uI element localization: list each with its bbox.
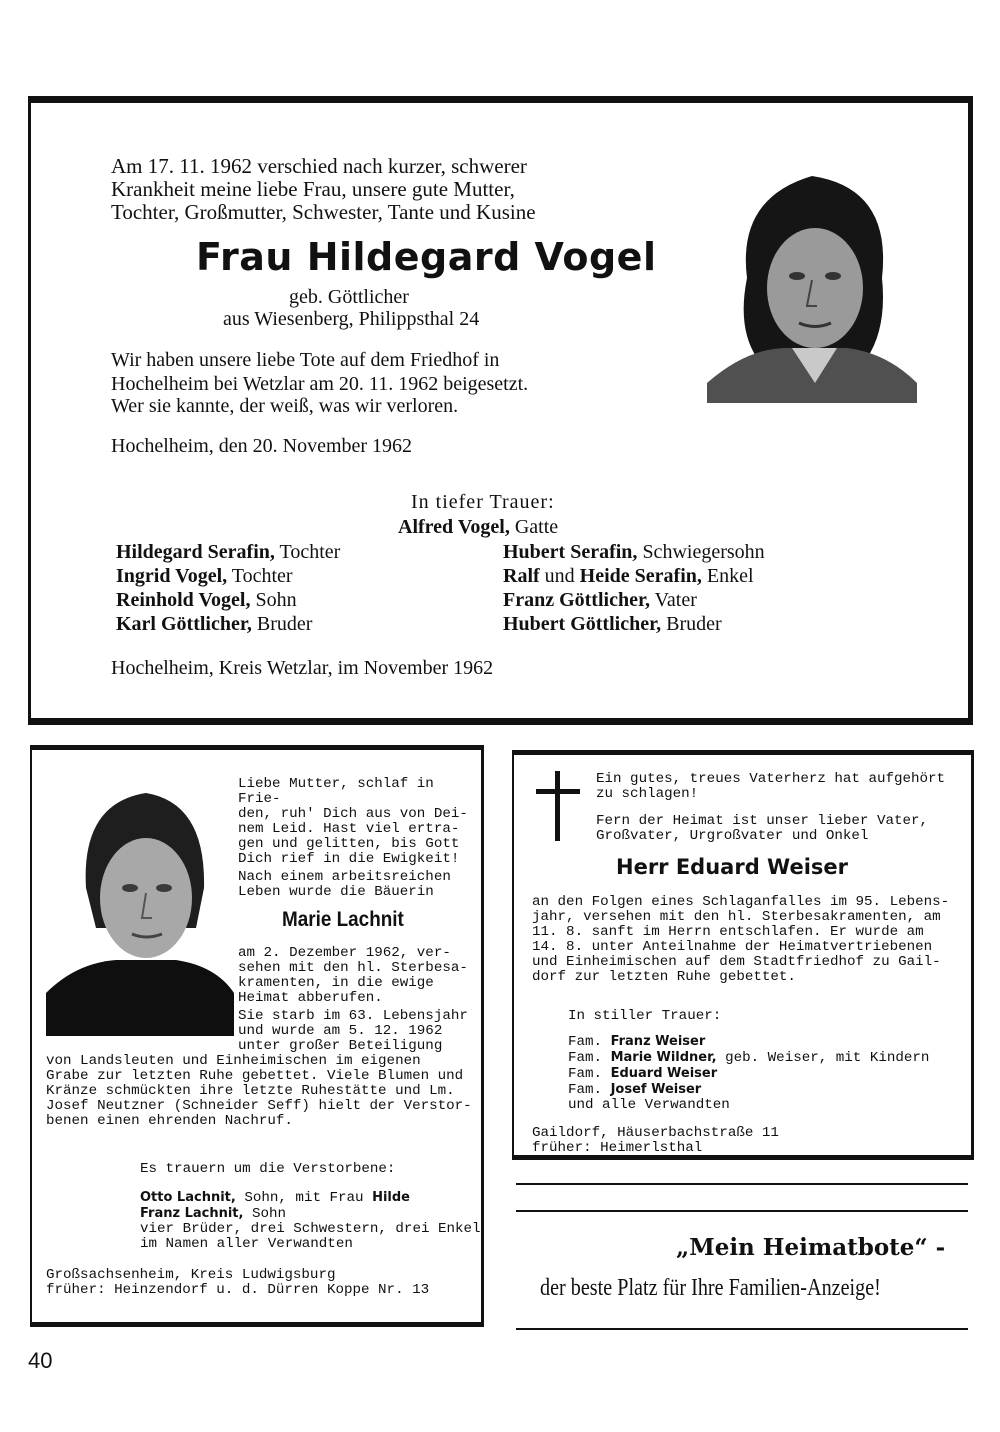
mourner-line xyxy=(116,612,340,636)
mourner-name: Hildegard Serafin, xyxy=(116,541,275,563)
mourner-relation: Bruder xyxy=(661,613,722,635)
mourner-name: Franz Göttlicher, xyxy=(503,589,651,611)
mourner-name: Eduard Weiser xyxy=(610,1066,718,1081)
lachnit-details xyxy=(238,946,468,1006)
mourner-line xyxy=(140,1190,481,1206)
mourner-line: vier Brüder, drei Schwestern, drei Enkel xyxy=(140,1221,481,1237)
lachnit-verse xyxy=(238,777,481,867)
spouse-relation: Gatte xyxy=(509,516,559,538)
top-notice-intro xyxy=(111,155,671,224)
deceased-name: Frau Hildegard Vogel xyxy=(196,235,657,279)
mourner-relation: Sohn, mit Frau xyxy=(235,1190,373,1206)
mourner-prefix: Fam. xyxy=(568,1066,611,1082)
burial-line: von Landsleuten und Einheimischen im eigenen xyxy=(46,1053,421,1069)
lachnit-portrait-image xyxy=(46,778,234,1036)
top-notice-footer: Hochelheim, Kreis Wetzlar, im November 1962 xyxy=(111,657,494,679)
mourners-left xyxy=(116,540,340,636)
death-line: unter großer Beteiligung xyxy=(238,1038,443,1054)
ad-rule-upper xyxy=(516,1210,968,1212)
mourner-line xyxy=(116,588,340,612)
detail-line: 14. 8. unter Anteilnahme der Heimatvertriebenen xyxy=(532,939,933,955)
maiden-name: geb. Göttlicher xyxy=(289,286,409,308)
weiser-details xyxy=(532,895,949,985)
cross-icon xyxy=(536,771,580,841)
weiser-opening xyxy=(596,772,945,802)
spouse xyxy=(398,515,558,539)
place-date: Hochelheim, den 20. November 1962 xyxy=(111,435,413,457)
mourner-name: Hubert Serafin, xyxy=(503,541,638,563)
weiser-mourners xyxy=(568,1034,929,1113)
mourner-prefix: Fam. xyxy=(568,1034,611,1050)
page-number: 40 xyxy=(28,1348,53,1373)
mourner-relation: Bruder xyxy=(251,613,313,635)
opening-line: Ein gutes, treues Vaterherz hat aufgehört xyxy=(596,771,946,787)
address-line: früher: Heinzendorf u. d. Dürren Koppe Nr. 13 xyxy=(46,1282,430,1298)
burial-line: Wer sie kannte, der weiß, was wir verloren. xyxy=(111,395,459,417)
lachnit-mourning-heading: Es trauern um die Verstorbene: xyxy=(140,1161,396,1177)
burial-line: Josef Neutzner (Schneider Seff) hielt der Verstor- xyxy=(46,1098,472,1114)
mourner-line xyxy=(568,1082,929,1098)
detail-line: am 2. Dezember 1962, ver- xyxy=(238,945,451,961)
weiser-notice xyxy=(512,750,974,1160)
mourner-relation: Tochter xyxy=(274,541,341,563)
intro-line: Am 17. 11. 1962 verschied nach kurzer, schwerer xyxy=(111,154,527,178)
mourner-line: im Namen aller Verwandten xyxy=(140,1236,353,1252)
intro-line: Krankheit meine liebe Frau, unsere gute Mutter, xyxy=(111,177,515,201)
lachnit-mourners xyxy=(140,1190,481,1252)
lachnit-burial xyxy=(46,1054,472,1129)
ad-rule-bottom xyxy=(516,1328,968,1330)
mourner-relation: Sohn xyxy=(250,589,297,611)
mourner-name: Heide Serafin, xyxy=(579,565,702,587)
lachnit-death xyxy=(238,1009,468,1054)
mourner-name: Reinhold Vogel, xyxy=(116,589,251,611)
mourner-name: Franz Lachnit, xyxy=(140,1206,244,1221)
mourner-line xyxy=(140,1206,481,1222)
intro-line: Leben wurde die Bäuerin xyxy=(238,884,434,900)
burial-line: benen einen ehrenden Nachruf. xyxy=(46,1113,293,1129)
detail-line: 11. 8. sanft im Herrn entschlafen. Er wurde am xyxy=(532,924,924,940)
weiser-mourning-heading: In stiller Trauer: xyxy=(568,1008,722,1024)
mourner-line xyxy=(503,564,765,588)
verse-line: Liebe Mutter, schlaf in Frie- xyxy=(238,776,434,807)
death-line: Sie starb im 63. Lebensjahr xyxy=(238,1008,468,1024)
mourner-suffix: geb. Weiser, mit Kindern xyxy=(716,1050,930,1066)
portrait-photo xyxy=(707,158,917,403)
mourner-name: Ralf xyxy=(503,565,540,587)
detail-line: Heimat abberufen. xyxy=(238,990,383,1006)
burial-line: Wir haben unsere liebe Tote auf dem Friedhof in xyxy=(111,349,500,371)
portrait-image xyxy=(707,158,917,403)
ad-title: „Mein Heimatbote“ - xyxy=(676,1234,946,1261)
mourner-relation: Vater xyxy=(650,589,697,611)
mourner-relation: Tochter xyxy=(227,565,293,587)
mourner-relation: Schwiegersohn xyxy=(637,541,765,563)
burial-line: Kränze schmückten ihre letzte Ruhestätte und Lm. xyxy=(46,1083,455,1099)
intro-line: Tochter, Großmutter, Schwester, Tante und Kusine xyxy=(111,200,536,224)
origin: aus Wiesenberg, Philippsthal 24 xyxy=(223,308,480,330)
mourner-name: Ingrid Vogel, xyxy=(116,565,228,587)
lachnit-notice xyxy=(30,745,484,1327)
detail-line: dorf zur letzten Ruhe gebettet. xyxy=(532,969,796,985)
mourner-name: Hubert Göttlicher, xyxy=(503,613,662,635)
mourner-name: Marie Wildner, xyxy=(610,1050,717,1065)
mourner-prefix: Fam. xyxy=(568,1050,611,1066)
mourner-line xyxy=(503,588,765,612)
detail-line: kramenten, in die ewige xyxy=(238,975,434,991)
spouse-name: Alfred Vogel, xyxy=(398,516,510,538)
weiser-intro xyxy=(596,814,928,844)
address-line: Großsachsenheim, Kreis Ludwigsburg xyxy=(46,1267,336,1283)
lachnit-intro xyxy=(238,870,451,900)
lachnit-address xyxy=(46,1268,429,1298)
mourner-line xyxy=(503,612,765,636)
ad-rule-top xyxy=(516,1183,968,1185)
detail-line: sehen mit den hl. Sterbesa- xyxy=(238,960,468,976)
intro-line: Fern der Heimat ist unser lieber Vater, xyxy=(596,813,929,829)
ad-slogan: der beste Platz für Ihre Familien-Anzeige! xyxy=(540,1275,881,1301)
weiser-address xyxy=(532,1126,779,1156)
mourner-name: Karl Göttlicher, xyxy=(116,613,252,635)
death-line: und wurde am 5. 12. 1962 xyxy=(238,1023,443,1039)
intro-line: Nach einem arbeitsreichen xyxy=(238,869,451,885)
mourner-line xyxy=(116,540,340,564)
mourner-line xyxy=(568,1066,929,1082)
address-line: früher: Heimerlsthal xyxy=(532,1140,703,1156)
opening-line: zu schlagen! xyxy=(596,786,699,802)
detail-line: an den Folgen eines Schlaganfalles im 95. Lebens- xyxy=(532,894,950,910)
verse-line: den, ruh' Dich aus von Dei- xyxy=(238,806,468,822)
mourner-line: und alle Verwandten xyxy=(568,1097,730,1113)
mourner-line xyxy=(116,564,340,588)
mourner-connector: und xyxy=(539,565,580,587)
mourner-name: Otto Lachnit, xyxy=(140,1190,236,1205)
mourner-line xyxy=(503,540,765,564)
mourner-line xyxy=(568,1034,929,1050)
burial-line: Grabe zur letzten Ruhe gebettet. Viele Blumen und xyxy=(46,1068,464,1084)
lachnit-name: Marie Lachnit xyxy=(282,908,404,931)
mourner-name: Josef Weiser xyxy=(610,1082,702,1097)
mourner-relation: Sohn xyxy=(243,1206,287,1222)
mourner-relation: Enkel xyxy=(701,565,754,587)
burial-line: Hochelheim bei Wetzlar am 20. 11. 1962 beigesetzt. xyxy=(111,373,529,395)
detail-line: und Einheimischen auf dem Stadtfriedhof zu Gail- xyxy=(532,954,941,970)
mourner-prefix: Fam. xyxy=(568,1082,611,1098)
mourner-name: Franz Weiser xyxy=(610,1034,706,1049)
verse-line: gen und gelitten, bis Gott xyxy=(238,836,460,852)
verse-line: nem Leid. Hast viel ertra- xyxy=(238,821,460,837)
intro-line: Großvater, Urgroßvater und Onkel xyxy=(596,828,869,844)
detail-line: jahr, versehen mit den hl. Sterbesakramenten, am xyxy=(532,909,941,925)
top-notice xyxy=(28,96,973,725)
mourning-heading: In tiefer Trauer: xyxy=(411,491,555,513)
weiser-name: Herr Eduard Weiser xyxy=(616,855,848,879)
mourner-name: Hilde xyxy=(372,1190,410,1205)
lachnit-photo xyxy=(46,778,234,1036)
mourners-right xyxy=(503,540,765,636)
address-line: Gaildorf, Häuserbachstraße 11 xyxy=(532,1125,779,1141)
verse-line: Dich rief in die Ewigkeit! xyxy=(238,851,460,867)
mourner-line xyxy=(568,1050,929,1066)
